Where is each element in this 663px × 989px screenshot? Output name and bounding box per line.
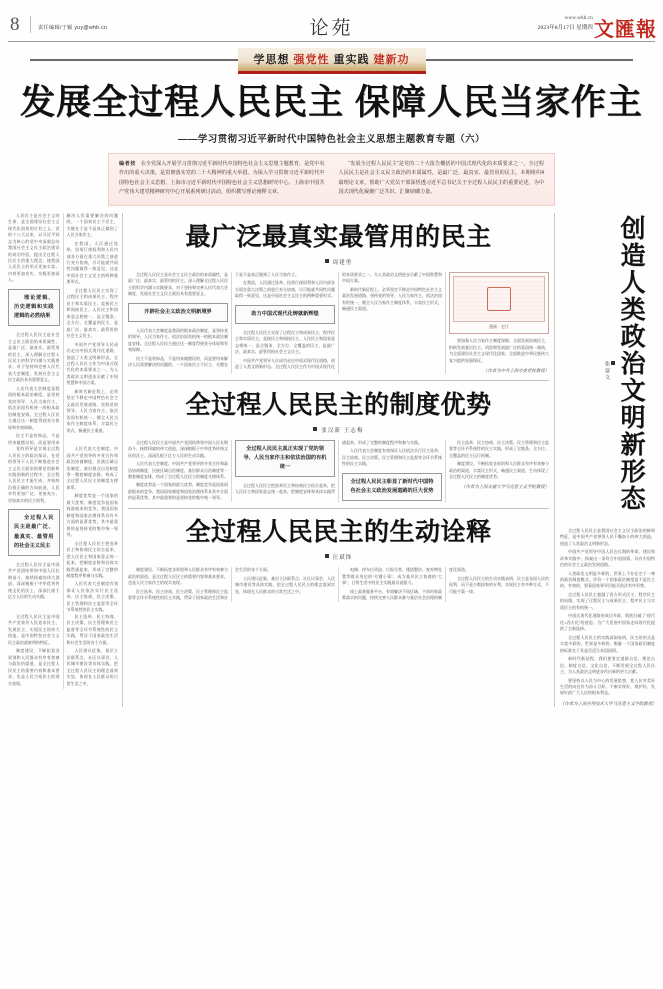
byline-marker-icon	[325, 554, 329, 558]
article-1-signature: （作者为中共上海市委党校教授）	[483, 368, 549, 374]
article-1-byline	[128, 258, 549, 266]
paragraph: 民主选举、民主协商、民主决策、民主管理和民主监督等全环节系统性的民主实践，形成了全链条、全方位、全覆盖的民主运行机制。	[449, 439, 549, 458]
paragraph: 线上政务服务平台、有效解决不同区域、不同对象政策落实的问题，持续完善人民群众参与基层社会治理的制度化渠道。	[342, 567, 469, 601]
paragraph: 全过程人民民主实现了过程民主和成果民主、程序民主和实质民主、直接民主和间接民主、人民民主和国家意志相统一，是全链条、全方位、全覆盖的民主，是最广泛、最真实、最管用的社会主义民主。	[235, 329, 335, 355]
seal-illustration	[453, 276, 545, 322]
page-title: 发展全过程人民民主 保障人民当家作主	[20, 83, 643, 122]
paragraph: 人民代表大会制度、中国共产党领导的多党合作和政治协商制度、民族区域自治制度、基层群众自治制度等一整套制度安排，构成了全过程人民民主的制度支撑体系。	[128, 461, 228, 479]
pull-quote: 全过程人民民主真正实现了党的领导、人民当家作主和依法治国的有机统一	[235, 440, 335, 477]
paragraph: 全过程人民民主是我国社会主义民主政治的鲜明特征，是中国共产党带领人民不懈奋斗的伟大创造，创造了人类政治文明新形态。	[560, 527, 655, 546]
editor-note-label: 编者按	[119, 161, 136, 167]
paragraph: 人民建议征集、基层立法联系点、社区议事会、人民城市建设等具体实践，把全过程人民民主的理念落到实处，体现在人民群众的日常生活之中。	[66, 648, 118, 686]
paragraph: 制度建设、不断拓宽各界别和人民群众有序有效参与政治的渠道，是全过程人民民主的重要内容和基本要求，也是人民当家作主的现实表现。	[128, 567, 228, 586]
pull-quote: 全过程人民民主是最广泛、最真实、最管用的社会主义民主	[8, 509, 60, 555]
editor-note-text-1: 在全党深入开展学习贯彻习近平新时代中国特色社会主义思想主题教育，是党中央作出的重大决策，是贯彻落实党的二十大精神的重大举措。为深入学习贯彻习近平新时代中国特色社会主义思想，上海市习近平新时代中国特色社会主义思想研究中心、上海市中国共产党伟大建党精神研究中心开展系列研讨活动，组织撰写理论阐释文章。	[119, 161, 325, 196]
paragraph: 在我国，人民通过选举、投票行使权利和人民内部各方面在重大决策之前进行充分协商，尽可能就共同性问题取得一致意见，这是中国社会主义民主的两种重要形式。	[235, 280, 335, 299]
left-body-bottom	[8, 614, 118, 689]
article-2-body	[128, 440, 549, 502]
article-4-body	[560, 528, 655, 707]
left-column	[8, 213, 123, 707]
article-3-author: 汪斌锋	[332, 555, 353, 562]
paragraph: 全过程人民民主实现了过程民主和成果民主、程序民主和实质民主、直接民主和间接民主、人民民主和国家意志相统一，是全链条、全方位、全覆盖的民主，是最广泛、最真实、最管用的社会主义民主。	[66, 287, 118, 339]
article-2-title: 全过程人民民主的制度优势	[185, 390, 492, 419]
byline-marker-icon	[611, 361, 615, 365]
paragraph: 要加强人民当家作主制度保障，全面发展协商民主，积极发展基层民主，巩固和发展最广泛的爱国统一战线，为全面建设社会主义现代化国家、全面推进中华民族伟大复兴提供坚强保证。	[449, 338, 549, 363]
paragraph: 新时代新征程上，必须坚定不移走中国特色社会主义政治发展道路，坚持党的领导、人民当家作主、依法治国有机统一，健全人民当家作主制度体系，丰富民主形式，畅通民主渠道。	[342, 286, 442, 312]
paragraph: 民主选举、民主协商、民主决策、民主管理和民主监督等全环节系统性的民主实践，贯穿于国家政治生活和社会生活的各个方面。	[66, 613, 118, 645]
paragraph: 人类政治文明是多样的，世界上不存在定于一尊的政治制度模式。评价一个国家政治制度是不是民主的、有效的，要看国家领导层能否依法有序更替。	[560, 570, 655, 589]
publication-date: 2023年8月17日 星期四	[537, 25, 593, 31]
paragraph: 人民代表大会制度是我国的根本政治制度，是坚持党的领导、人民当家作主、依法治国有机统一的根本政治制度安排。全过程人民民主通过这一制度得到充分体现和有效保障。	[8, 385, 60, 430]
paragraph: 全过程人民民主是社会主义民主政治的本质属性，是最广泛、最真实、最管用的民主。深入理解全过程人民民主的科学内涵与实践要求，对于坚持和完善人民代表大会制度、发展社会主义民主政治具有重要意义。	[128, 271, 228, 297]
pull-quote: 理论逻辑、历史逻辑和实践逻辑的必然结果	[8, 289, 60, 326]
paragraph: 在我国，人民通过选举、投票行使权利和人民内部各方面在重大决策之前进行充分协商，尽可能就共同性问题取得一致意见，这是中国社会主义民主的两种重要形式。	[66, 240, 118, 285]
paragraph: 中国共产党领导中国人民在长期的革命、建设和改革实践中，探索出一条符合中国国情、具有中国特色的社会主义政治发展道路。	[560, 549, 655, 568]
paragraph: 人民民主是社会主义的生命，是全面建设社会主义现代化国家的应有之义。党的十八大以来，以习近平同志为核心的党中央深刻总结我国社会主义民主政治建设的成功经验，提出全过程人民民主的重大理念，使我国人民民主的形式更加丰富、内容更加充实、实践更加深入。	[8, 212, 60, 283]
article-1-author: 周建勇	[332, 259, 353, 266]
article-2-author: 张汉新 王志梅	[321, 427, 364, 434]
left-body-mid	[8, 446, 118, 614]
paragraph: 民主不是装饰品，不是用来做摆设的，而是要用来解决人民需要解决的问题的。一个国家民主不民主，关键在于是不是真正做到了人民当家作主。	[8, 212, 118, 445]
paragraph: 中国式现代化道路的成功开辟，彻底打破了“现代化=西方化”的迷思，为广大发展中国家走向现代化提供了全新选择。	[560, 613, 655, 632]
paragraph: 全过程人民民主把选举民主和协商民主结合起来，把人民民主和国家意志统一起来，把制度安排和具体实践贯通起来，形成了完整的制度程序和参与实践。	[235, 439, 422, 495]
banner-part-2: 强党性	[293, 54, 330, 66]
paragraph: 人民建议征集、基层立法联系点、社区议事会、人民城市建设等具体实践，把全过程人民民主的理念落到实处，体现在人民群众的日常生活之中。	[235, 575, 335, 594]
paragraph: 新时代新征程，我们要坚定道路自信、理论自信、制度自信、文化自信，不断发展全过程人民民主，为人类政治文明进步作出新的更大贡献。	[560, 656, 655, 675]
right-column	[554, 213, 655, 707]
paragraph: 全过程人民民主的实践深刻表明，民主的形式是丰富多彩的，世界是多样的，衡量一个国家政治制度的标准在于其是否适合本国国情。	[560, 634, 655, 653]
paper-logo: 文匯報	[594, 19, 657, 41]
article-1-body	[128, 272, 549, 374]
paragraph: 制度优势是一个国家的最大优势，制度竞争是国家间最根本的竞争。我国国家制度和国家治理体系具有多方面的显著优势，其中最重要的是坚持党的集中统一领导。	[128, 482, 228, 501]
banner-box	[238, 48, 426, 74]
editor-note-col-2	[339, 160, 545, 198]
paragraph: 全过程人民民主是社会主义民主政治的本质属性，是最广泛、最真实、最管用的民主。深入理解全过程人民民主的科学内涵与实践要求，对于坚持和完善人民代表大会制度、发展社会主义民主政治具有重要意义。	[8, 332, 60, 383]
figure	[449, 272, 549, 334]
article-4-signature: （作者为上海应用技术大学马克思主义学院教授）	[560, 700, 657, 706]
page-number: 8	[10, 14, 20, 35]
paragraph: 全过程人民民主把选举民主和协商民主结合起来，把人民民主和国家意志统一起来，把制度安排和具体实践贯通起来，形成了完整的制度程序和参与实践。	[66, 540, 118, 578]
center-column	[123, 213, 554, 707]
paragraph: 民主不是装饰品，不是用来做摆设的，而是要用来解决人民需要解决的问题的。一个国家民主不民主，关键在于是不是真正做到了人民当家作主。	[128, 271, 299, 367]
section-title: 论苑	[309, 18, 354, 39]
pull-quote: 开辟社会主义政治文明新境界	[128, 303, 228, 322]
article-3	[128, 512, 549, 601]
paragraph: 全过程人民民主是中国共产党团结带领中国人民长期奋斗、接续探索的伟大创造，深深植根于中华优秀传统文化的沃土，深深扎根于亿万人民的生动实践。	[8, 561, 60, 600]
paragraph: 制度优势是一个国家的最大优势，制度竞争是国家间最根本的竞争。我国国家制度和国家治理体系具有多方面的显著优势，其中最重要的是坚持党的集中统一领导。	[66, 493, 118, 538]
paragraph: 全过程人民民主超越了西方形式民主、程序民主的局限，实现了过程民主与成果民主、程序民主与实质民主的有机统一。	[560, 591, 655, 610]
paragraph: 制度建设、不断拓宽各界别和人民群众有序有效参与政治的渠道，是全过程人民民主的重要内容和基本要求，也是人民当家作主的现实表现。	[8, 648, 60, 686]
paragraph: 人民代表大会制度有效保证人民依法实行民主选举、民主协商、民主决策、民主管理和民主监督等全环节系统性的民主实践。	[66, 581, 118, 613]
page-subtitle: ——学习贯彻习近平新时代中国特色社会主义思想主题教育专题（六）	[178, 134, 485, 145]
paragraph: 人民代表大会制度是我国的根本政治制度，是坚持党的领导、人民当家作主、依法治国有机统一的根本政治制度安排。全过程人民民主通过这一制度得到充分体现和有效保障。	[128, 327, 228, 353]
pull-quote: 助力中国式现代化铸就新辉煌	[235, 305, 335, 324]
paragraph: 中国共产党领导人民成功走出中国式现代化道路，创造了人类文明新形态。全过程人民民主作为中国式现代化的本质要求之一，为人类政治文明进步贡献了中国智慧和中国方案。	[235, 271, 442, 369]
editor-credit: 责任编辑/于颖 yuy@whb.cn	[38, 25, 108, 31]
masthead	[0, 0, 663, 42]
paragraph: 人民代表大会制度、中国共产党领导的多党合作和政治协商制度、民族区域自治制度、基层群众自治制度等一整套制度安排，构成了全过程人民民主的制度支撑体系。	[66, 446, 118, 490]
editor-note	[108, 153, 555, 206]
content-area	[0, 213, 663, 707]
section-divider	[128, 380, 549, 381]
paragraph: 民主选举、民主协商、民主决策、民主管理和民主监督等全环节系统性的民主实践，贯穿于国家政治生活和社会生活的各个方面。	[128, 567, 271, 601]
figure-caption: 漫画：史江	[489, 323, 509, 329]
paragraph: 党的领导是实现全过程人民民主的政治保证。在党的领导下人民不断推进社会主义民主政治的理论创新和实践创新的过程中，全过程人民民主才能生成、并始终沿着正确的方向前进，人民享有更加广泛、更加充分、更加真实的民主权利。	[8, 446, 60, 503]
article-2	[128, 385, 549, 502]
banner-part-4: 建新功	[373, 54, 410, 66]
masthead-right	[538, 16, 593, 31]
article-2-signature: （作者为上海交通大学马克思主义学院教授）	[461, 484, 549, 490]
paragraph: 要坚持以人民为中心的发展思想，把人民对美好生活的向往作为奋斗目标，不断实现好、维护好、发展好最广大人民的根本利益。	[560, 677, 655, 696]
paragraph: 电梯、停车位改造、垃圾分类、楼道整治、废弃物处置等群众身边的“关键小事”，成为基层民主协商的“大事”，日常生活中的民主实践最具说服力。	[342, 567, 442, 586]
byline-marker-icon	[313, 427, 317, 431]
article-3-body	[128, 567, 549, 601]
paragraph: 人民代表大会制度有效保证人民依法实行民主选举、民主协商、民主决策、民主管理和民主监督等全环节系统性的民主实践。	[342, 448, 442, 467]
pull-quote: 全过程人民民主彰显了新时代中国特色社会主义政治发展道路的巨大优势	[342, 473, 442, 501]
paragraph: 中国共产党领导人民成功走出中国式现代化道路，创造了人类文明新形态。全过程人民民主作为中国式现代化的本质要求之一，为人类政治文明进步贡献了中国智慧和中国方案。	[66, 341, 118, 386]
banner-part-3: 重实践	[333, 54, 370, 66]
banner-part-1: 学思想	[253, 54, 290, 66]
article-3-byline	[128, 553, 549, 561]
paragraph: 全过程人民民主是中国共产党团结带领中国人民长期奋斗、接续探索的伟大创造，深深植根于中华优秀传统文化的沃土，深深扎根于亿万人民的生动实践。	[128, 439, 228, 458]
byline-marker-icon	[325, 259, 329, 263]
article-3-title: 全过程人民民主的生动诠释	[185, 518, 492, 547]
left-body-top	[8, 213, 118, 446]
editor-note-text-2: “发展全过程人民民主”是党的二十大报告概括的中国式现代化的本质要求之一。全过程人民民主是社会主义民主政治的本质属性，是最广泛、最真实、最管用的民主。本期组织4篇理论文章，帮助广大党员干部深悟透习近平总书记关于全过程人民民主的重要论述，为中国式现代化凝聚广泛共识、汇聚磅礴力量。	[338, 161, 544, 196]
paragraph: 新时代新征程上，必须坚定不移走中国特色社会主义政治发展道路，坚持党的领导、人民当家作主、依法治国有机统一，健全人民当家作主制度体系，丰富民主形式，畅通民主渠道。	[66, 388, 118, 433]
paragraph: 全过程人民民主的生动实践表明，民主是各国人民的权利，而不是少数国家的专利，实现民主有多种方式，不可能千篇一律。	[449, 575, 549, 594]
article-4-byline	[604, 361, 615, 381]
website-url[interactable]: www.whb.cn	[564, 16, 593, 21]
masthead-rule	[8, 41, 655, 42]
article-4-title: 创造人类政治文明新形态	[617, 214, 645, 512]
paragraph: 制度建设、不断拓宽各界别和人民群众有序有效参与政治的渠道，丰富民主形式，畅通民主渠道，生动体现了全过程人民民主的制度优势。	[449, 461, 549, 479]
paragraph: 全过程人民民主是中国共产党领导人民追求民主、发展民主、实现民主的伟大创造，是中国特色社会主义民主政治最鲜明的特征。	[8, 613, 60, 645]
article-1-title: 最广泛最真实最管用的民主	[185, 222, 492, 251]
article-2-byline	[128, 426, 549, 434]
section-divider	[128, 508, 549, 509]
article-4-author: 张富文	[604, 360, 610, 381]
campaign-banner	[0, 48, 663, 70]
article-1	[128, 217, 549, 374]
editor-note-col-1	[119, 160, 325, 198]
